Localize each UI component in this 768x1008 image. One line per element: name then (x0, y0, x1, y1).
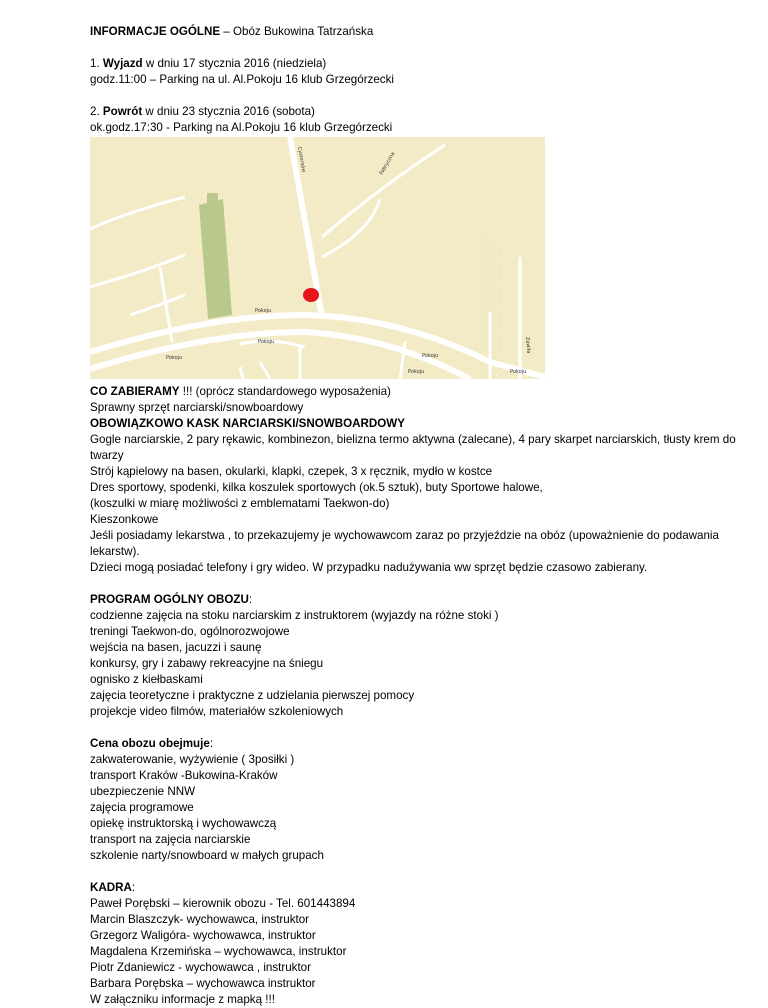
staff-item: Piotr Zdaniewicz - wychowawca , instruktor (90, 961, 311, 974)
title-rest: – Obóz Bukowina Tatrzańska (220, 25, 374, 38)
document-title (90, 24, 750, 40)
bring-title-bold: CO ZABIERAMY (90, 385, 180, 398)
departure-label: Wyjazd (102, 57, 143, 70)
park-area-top (207, 193, 218, 209)
street-label: Zawiła (524, 336, 532, 354)
program-item: zajęcia teoretyczne i praktyczne z udzielania pierwszej pomocy (90, 689, 415, 702)
departure-date: w dniu 17 stycznia 2016 (niedziela) (142, 57, 327, 70)
program-item: treningi Taekwon-do, ogólnorozwojowe (90, 625, 290, 638)
street-label: Fabryczna (378, 151, 397, 176)
program-item: codzienne zajęcia na stoku narciarskim z instruktorem (wyjazdy na różne stoki ) (90, 609, 499, 622)
street-label: Pokoju (510, 369, 527, 375)
return-place: ok.godz.17:30 - Parking na Al.Pokoju 16 klub Grzegórzecki (90, 121, 393, 134)
staff-item: Marcin Blaszczyk- wychowawca, instruktor (90, 913, 310, 926)
bring-item: Sprawny sprzęt narciarski/snowboardowy (90, 401, 304, 414)
title-bold: INFORMACJE OGÓLNE (90, 25, 221, 38)
departure-place: godz.11:00 – Parking na ul. Al.Pokoju 16 klub Grzegórzecki (90, 73, 394, 86)
street-label: Pokoju (422, 353, 439, 359)
program-item: wejścia na basen, jacuzzi i saunę (90, 641, 262, 654)
program-item: konkursy, gry i zabawy rekreacyjne na śniegu (90, 657, 324, 670)
program-item: projekcje video filmów, materiałów szkoleniowych (90, 705, 344, 718)
price-title (90, 736, 750, 752)
helmet-text: OBOWIĄZKOWO KASK NARCIARSKI/SNOWBOARDOWY (90, 417, 405, 430)
program-title-bold: PROGRAM OGÓLNY OBOZU (90, 593, 249, 606)
price-colon: : (209, 737, 214, 750)
location-map (90, 137, 545, 379)
return-number: 2. (90, 105, 103, 118)
bring-item: Jeśli posiadamy lekarstwa , to przekazujemy je wychowawcom zaraz po przyjeździe na obóz (upoważnienie do podawania lekarstw). (90, 529, 719, 558)
staff-item: Magdalena Krzemińska – wychowawca, instruktor (90, 945, 347, 958)
bring-item: Gogle narciarskie, 2 pary rękawic, kombinezon, bielizna termo aktywna (zalecane), 4 pary skarpet narciarskich, tłusty krem do twarzy (90, 433, 736, 462)
departure-line (90, 56, 750, 72)
street-label: Pokoju (166, 355, 183, 361)
document-page (90, 24, 750, 1008)
staff-title-bold: KADRA (90, 881, 132, 894)
price-item: transport na zajęcia narciarskie (90, 833, 251, 846)
staff-item: W załączniku informacje z mapką !!! (90, 993, 275, 1006)
price-item: szkolenie narty/snowboard w małych grupach (90, 849, 324, 862)
street-label: Pokoju (408, 369, 425, 375)
street-label: Pokoju (258, 339, 275, 345)
return-label: Powrót (102, 105, 143, 118)
bring-item: Kieszonkowe (90, 513, 159, 526)
bring-title-rest: !!! (oprócz standardowego wyposażenia) (179, 385, 391, 398)
price-title-bold: Cena obozu obejmuje (90, 737, 210, 750)
park-area (199, 199, 232, 319)
program-colon: : (248, 593, 253, 606)
bring-title (90, 384, 750, 400)
staff-colon: : (131, 881, 136, 894)
price-item: transport Kraków -Bukowina-Kraków (90, 769, 278, 782)
bring-helmet (90, 416, 750, 432)
map-graphic (90, 137, 545, 379)
street-label: Pokoju (255, 308, 272, 314)
street-label: Cystersów (296, 146, 307, 173)
return-date: w dniu 23 stycznia 2016 (sobota) (142, 105, 315, 118)
main-roads (90, 137, 545, 379)
staff-item: Grzegorz Waligóra- wychowawca, instruktor (90, 929, 316, 942)
bring-item: Strój kąpielowy na basen, okularki, klapki, czepek, 3 x ręcznik, mydło w kostce (90, 465, 493, 478)
departure-number: 1. (90, 57, 103, 70)
bring-item: Dzieci mogą posiadać telefony i gry wideo. W przypadku nadużywania ww sprzęt będzie czasowo zabierany. (90, 561, 648, 574)
program-title (90, 592, 750, 608)
staff-item: Barbara Porębska – wychowawca instruktor (90, 977, 316, 990)
bring-item: Dres sportowy, spodenki, kilka koszulek sportowych (ok.5 sztuk), buty Sportowe halowe, (90, 481, 543, 494)
staff-item: Paweł Porębski – kierownik obozu - Tel. 601443894 (90, 897, 356, 910)
return-line (90, 104, 750, 120)
program-item: ognisko z kiełbaskami (90, 673, 203, 686)
location-marker (303, 288, 319, 302)
price-item: ubezpieczenie NNW (90, 785, 196, 798)
price-item: zajęcia programowe (90, 801, 194, 814)
bring-item: (koszulki w miarę możliwości z emblematami Taekwon-do) (90, 497, 390, 510)
staff-title (90, 880, 750, 896)
price-item: opiekę instruktorską i wychowawczą (90, 817, 277, 830)
price-item: zakwaterowanie, wyżywienie ( 3posiłki ) (90, 753, 295, 766)
